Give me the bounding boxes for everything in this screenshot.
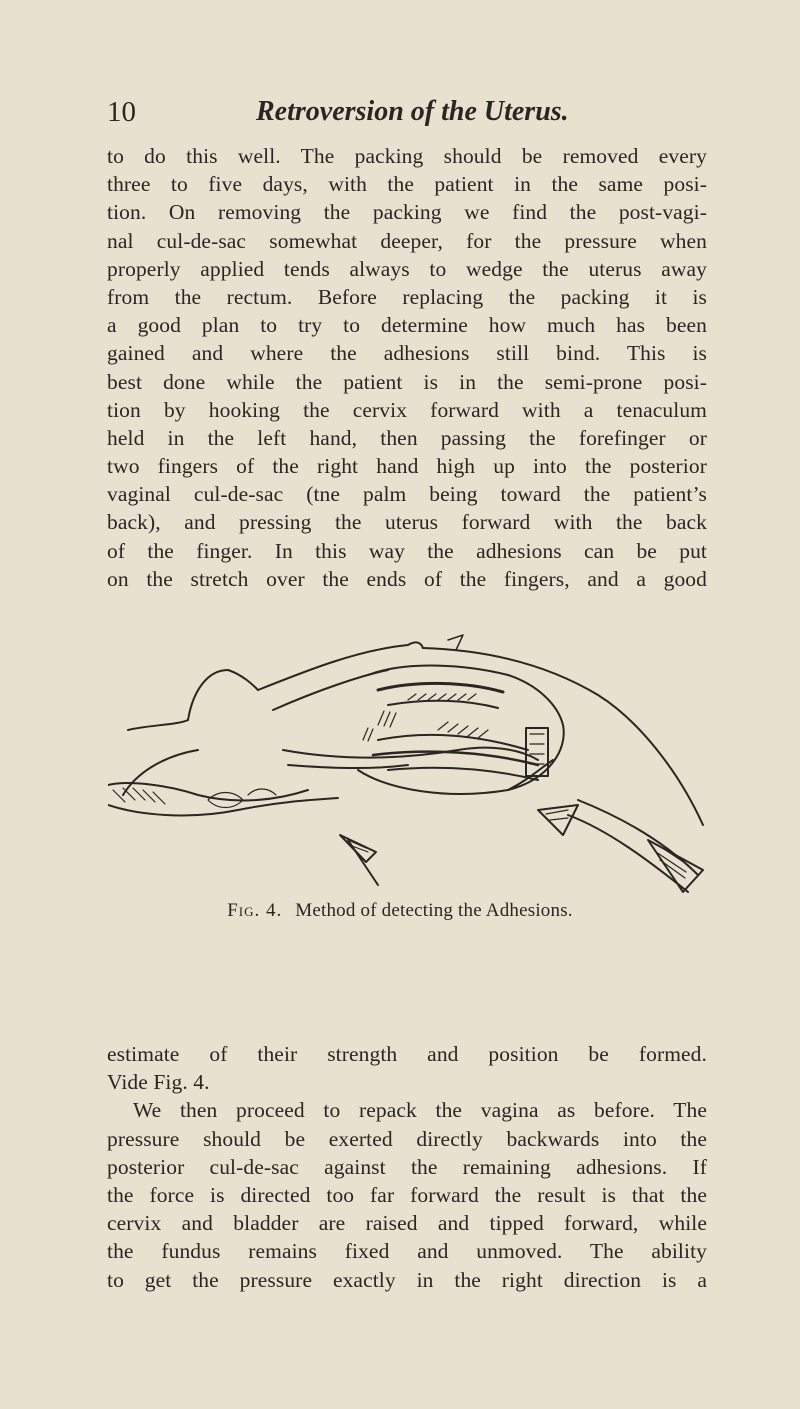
text-line: to get the pressure exactly in the right direction is a xyxy=(107,1267,707,1292)
text-line: cervix and bladder are raised and tipped forward, while xyxy=(107,1211,707,1236)
text-line: on the stretch over the ends of the fingers, and a good xyxy=(107,566,707,591)
block-structure xyxy=(526,728,548,776)
text-line: from the rectum. Before replacing the packing it is xyxy=(107,284,707,309)
text-line: held in the left hand, then passing the forefinger or xyxy=(107,425,707,450)
running-title: Retroversion of the Uterus. xyxy=(256,96,569,127)
text-line: nal cul-de-sac somewhat deeper, for the pressure when xyxy=(107,228,707,253)
text-line: to do this well. The packing should be removed every xyxy=(107,144,707,168)
text-line: best done while the patient is in the semi-prone posi- xyxy=(107,369,707,394)
body-paragraph-2 xyxy=(107,1040,707,1294)
text-line: vaginal cul-de-sac (tne palm being toward the patient’s xyxy=(107,482,707,507)
lower-hand xyxy=(108,783,308,800)
text-line: gained and where the adhesions still bind. This is xyxy=(107,341,707,366)
text-line: properly applied tends always to wedge the uterus away xyxy=(107,256,707,281)
text-line: a good plan to try to determine how much has been xyxy=(107,313,707,338)
text-line: back), and pressing the uterus forward with the back xyxy=(107,510,707,535)
text-line: pressure should be exerted directly backwards into the xyxy=(107,1126,707,1151)
adhesion-illustration xyxy=(108,630,708,894)
text-line: the force is directed too far forward the result is that the xyxy=(107,1182,707,1207)
text-line: three to five days, with the patient in the same posi- xyxy=(107,172,707,197)
body-paragraph-1 xyxy=(107,142,707,593)
text-line: of the finger. In this way the adhesions can be put xyxy=(107,538,707,563)
page-number: 10 xyxy=(107,96,136,128)
figure-caption xyxy=(0,900,800,922)
text-line: the fundus remains fixed and unmoved. The ability xyxy=(107,1239,707,1264)
text-line: estimate of their strength and position be formed. xyxy=(107,1042,707,1066)
page-header xyxy=(0,96,800,136)
text-line: two fingers of the right hand high up into the posterior xyxy=(107,454,707,479)
text-line: Vide Fig. 4. xyxy=(107,1070,210,1095)
text-line: tion. On removing the packing we find the post-vagi- xyxy=(107,200,707,225)
text-line: We then proceed to repack the vagina as before. The xyxy=(133,1098,707,1123)
figure-label: Fig. 4. xyxy=(227,900,283,921)
figure-caption-text: Method of detecting the Adhesions. xyxy=(295,900,573,921)
hand-outline xyxy=(188,670,228,720)
text-line: tion by hooking the cervix forward with a tenaculum xyxy=(107,397,707,422)
text-line: posterior cul-de-sac against the remaining adhesions. If xyxy=(107,1154,707,1179)
